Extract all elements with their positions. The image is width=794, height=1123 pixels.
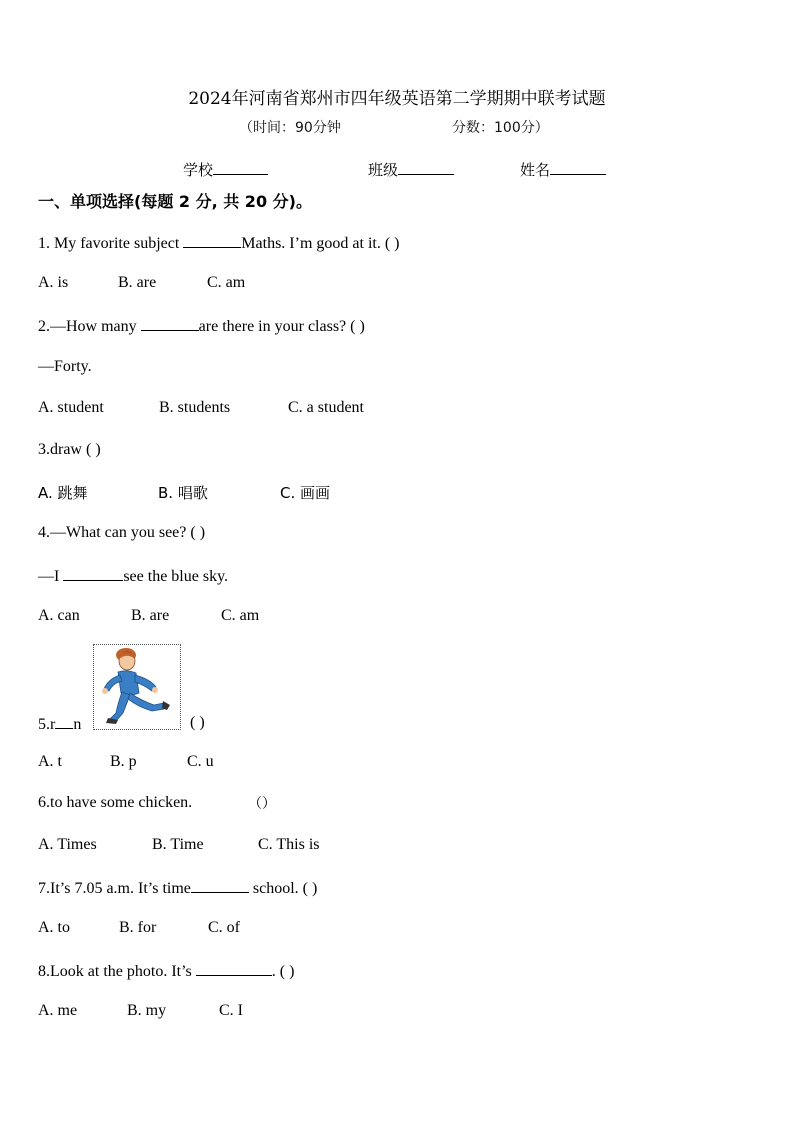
option-a: A. me bbox=[38, 1002, 78, 1019]
option-c: C. u bbox=[187, 753, 214, 770]
option-c: C. am bbox=[221, 607, 260, 624]
option-b: B. Time bbox=[152, 836, 204, 853]
option-b: B. are bbox=[118, 274, 157, 291]
running-boy-illustration bbox=[94, 645, 180, 729]
question-2-reply: —Forty. bbox=[38, 358, 92, 375]
question-5 bbox=[38, 714, 81, 734]
exam-score: 分数：100分） bbox=[452, 120, 549, 136]
question-7-stem-end: school. ( ) bbox=[248, 880, 318, 897]
answer-blank bbox=[55, 714, 73, 729]
question-6: 6.to have some chicken. bbox=[38, 794, 193, 811]
question-8-stem-end: . ( ) bbox=[271, 963, 295, 980]
school-field bbox=[183, 159, 268, 180]
option-a: A. can bbox=[38, 607, 80, 624]
question-1-stem-end: Maths. I’m good at it. ( ) bbox=[241, 235, 400, 252]
question-2-stem-end: are there in your class? ( ) bbox=[198, 318, 365, 335]
running-boy-image bbox=[93, 644, 181, 730]
question-5-paren: ( ) bbox=[190, 714, 205, 731]
answer-blank bbox=[196, 961, 272, 976]
question-1 bbox=[38, 233, 400, 253]
section-heading: 一、单项选择(每题 2 分, 共 20 分)。 bbox=[38, 192, 312, 211]
option-c: C. of bbox=[208, 919, 240, 936]
school-blank bbox=[213, 160, 268, 175]
answer-blank bbox=[191, 878, 249, 893]
name-label: 姓名 bbox=[520, 161, 551, 179]
option-b: B. for bbox=[119, 919, 157, 936]
question-6-paren: （） bbox=[248, 796, 276, 812]
option-a: A. t bbox=[38, 753, 62, 770]
question-7-stem: 7.It’s 7.05 a.m. It’s time bbox=[38, 880, 191, 897]
class-field bbox=[368, 159, 454, 180]
question-2-stem: 2.—How many bbox=[38, 318, 141, 335]
option-b: B. my bbox=[127, 1002, 167, 1019]
question-3: 3.draw ( ) bbox=[38, 441, 101, 458]
question-5-stem-end: n bbox=[73, 716, 82, 733]
answer-blank bbox=[63, 566, 123, 581]
option-a: A. to bbox=[38, 919, 70, 936]
option-c: C. a student bbox=[288, 399, 364, 416]
answer-blank bbox=[183, 233, 241, 248]
option-c: C. 画画 bbox=[280, 484, 331, 502]
option-b: B. students bbox=[159, 399, 231, 416]
question-1-stem: 1. My favorite subject bbox=[38, 235, 184, 252]
option-a: A. is bbox=[38, 274, 69, 291]
class-label: 班级 bbox=[368, 161, 399, 179]
option-c: C. I bbox=[219, 1002, 243, 1019]
question-4-reply-end: see the blue sky. bbox=[123, 568, 229, 585]
question-7 bbox=[38, 878, 317, 898]
question-8 bbox=[38, 961, 294, 981]
option-a: A. Times bbox=[38, 836, 97, 853]
question-2 bbox=[38, 316, 365, 336]
option-b: B. 唱歌 bbox=[158, 484, 208, 502]
question-4: 4.—What can you see? ( ) bbox=[38, 524, 206, 541]
exam-time: （时间：90分钟 bbox=[239, 120, 341, 136]
option-c: C. This is bbox=[258, 836, 320, 853]
class-blank bbox=[398, 160, 454, 175]
name-blank bbox=[550, 160, 606, 175]
question-8-stem: 8.Look at the photo. It’s bbox=[38, 963, 196, 980]
answer-blank bbox=[141, 316, 199, 331]
page-title: 2024年河南省郑州市四年级英语第二学期期中联考试题 bbox=[188, 89, 606, 109]
name-field bbox=[520, 159, 606, 180]
question-4-reply bbox=[38, 566, 228, 586]
school-label: 学校 bbox=[183, 161, 214, 179]
question-4-reply-start: —I bbox=[38, 568, 64, 585]
option-b: B. p bbox=[110, 753, 137, 770]
question-5-stem: 5.r bbox=[38, 716, 56, 733]
option-b: B. are bbox=[131, 607, 170, 624]
option-a: A. 跳舞 bbox=[38, 484, 88, 502]
option-c: C. am bbox=[207, 274, 246, 291]
option-a: A. student bbox=[38, 399, 104, 416]
